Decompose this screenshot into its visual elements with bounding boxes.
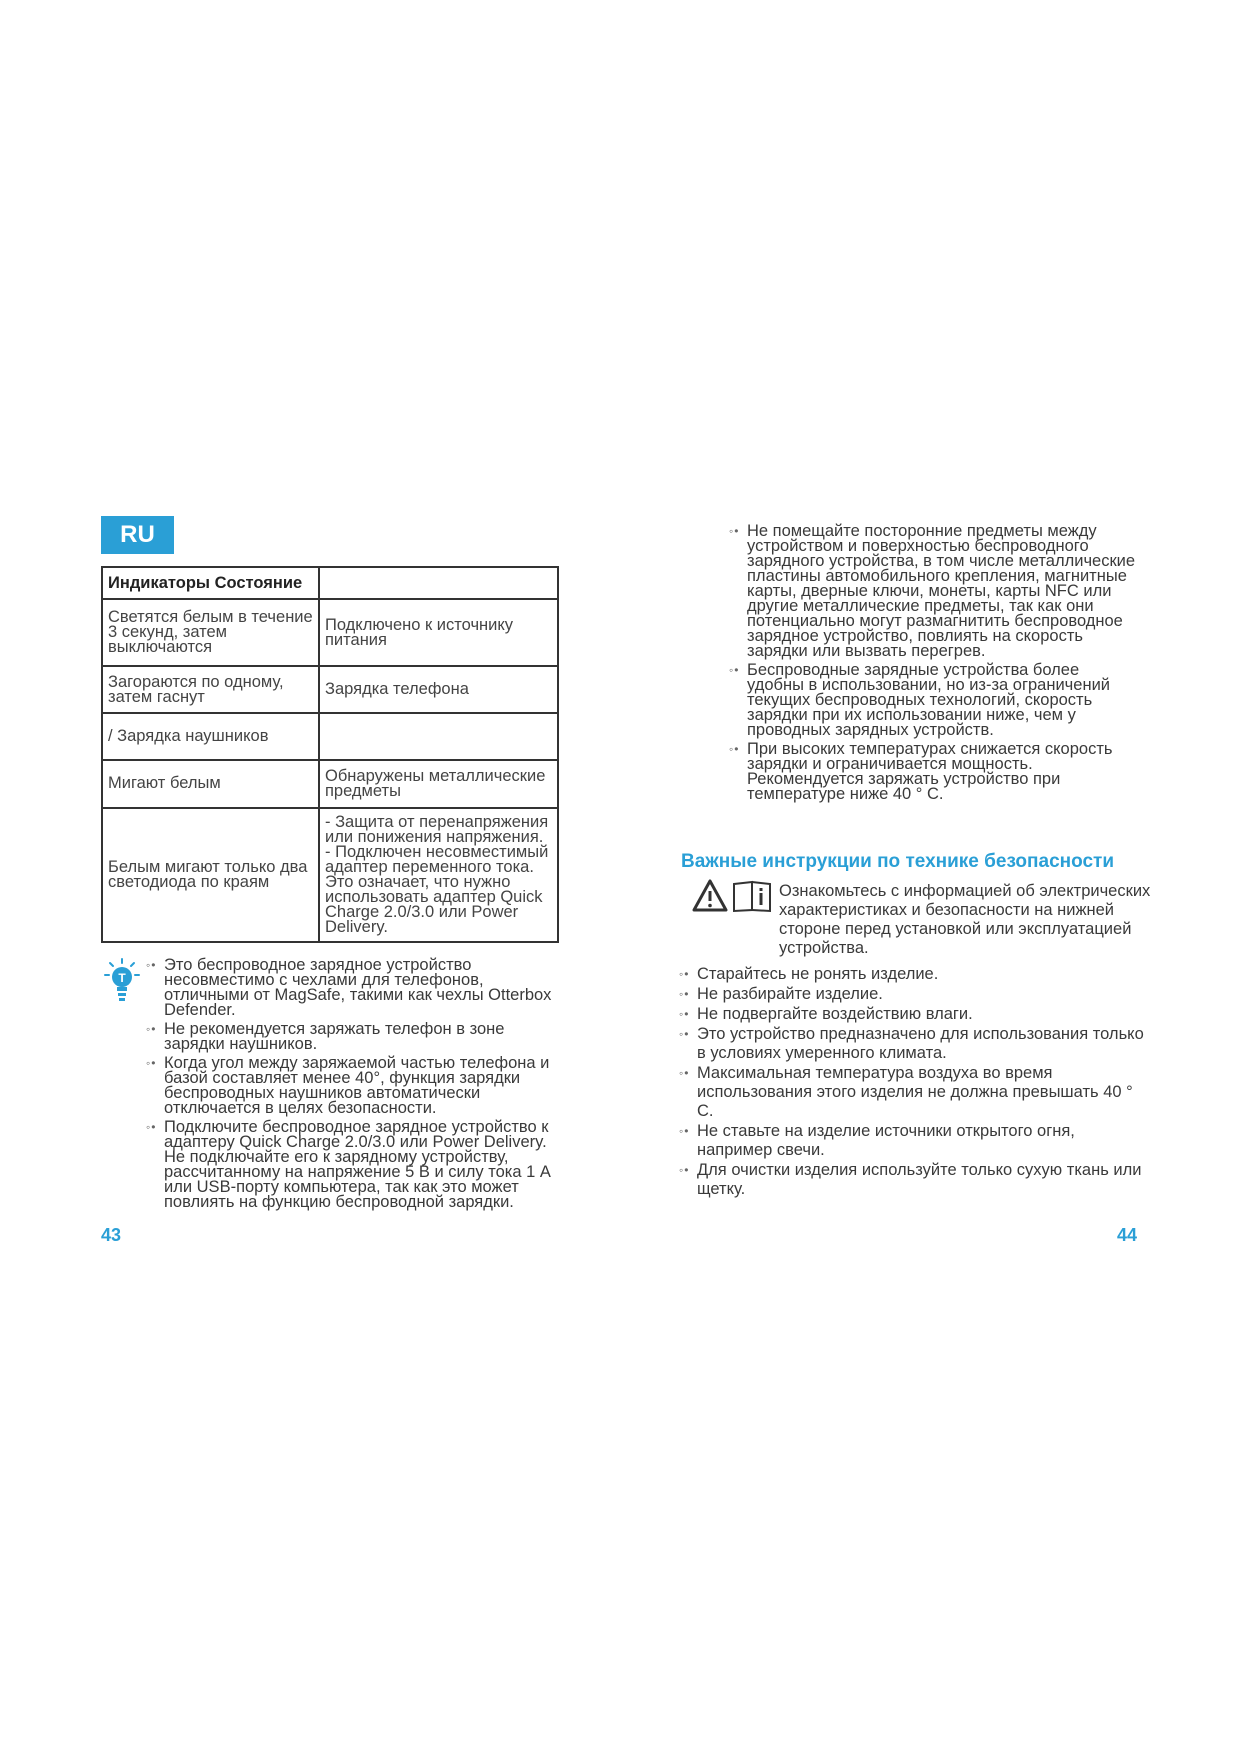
safety-item: ◦• Не подвергайте воздействию влаги. — [679, 1005, 1149, 1024]
table-header-row — [102, 567, 558, 599]
table-row — [102, 666, 558, 713]
table-row — [102, 760, 558, 809]
safety-item: ◦• Максимальная температура воздуха во время использования этого изделия не должна превышать 40 ° C. — [679, 1064, 1149, 1121]
safety-item: ◦• Это устройство предназначено для использования только в условиях умеренного климата. — [679, 1025, 1149, 1063]
indicator-cell: / Зарядка наушников — [102, 713, 319, 760]
indicator-cell: Мигают белым — [102, 760, 319, 809]
note-item: ◦• При высоких температурах снижается скорость зарядки и ограничивается мощность. Рекомендуется заряжать устройство при температуре ниже 40 ° C. — [729, 742, 1139, 802]
read-manual-icon — [734, 882, 770, 911]
wireless-notes-list — [729, 524, 1139, 806]
warning-manual-icons — [692, 878, 774, 914]
state-cell: Обнаружены металлические предметы — [319, 760, 558, 809]
safety-intro: Ознакомьтесь с информацией об электрических характеристиках и безопасности на нижней стороне перед установкой или эксплуатацией устройства. — [779, 882, 1151, 957]
safety-list — [679, 965, 1149, 1200]
table-header-cell — [319, 567, 558, 599]
state-cell — [319, 713, 558, 760]
tips-list — [146, 958, 566, 1214]
table-row — [102, 599, 558, 666]
table-row — [102, 808, 558, 942]
lightbulb-tip-icon — [104, 958, 140, 1004]
language-badge: RU — [101, 516, 174, 554]
page-number-right: 44 — [1117, 1225, 1138, 1245]
safety-item: ◦• Не ставьте на изделие источники открытого огня, например свечи. — [679, 1122, 1149, 1160]
warning-triangle-icon — [694, 881, 726, 910]
tip-item: ◦• Когда угол между заряжаемой частью телефона и базой составляет менее 40°, функция зарядки беспроводных наушников автоматически отключается в целях безопасности. — [146, 1056, 566, 1116]
state-cell: - Защита от перенапряжения или понижения напряжения. - Подключен несовместимый адаптер переменного тока. Это означает, что нужно использовать адаптер Quick Charge 2.0/3.0 или Power Delivery. — [319, 808, 558, 942]
indicator-cell: Белым мигают только два светодиода по краям — [102, 808, 319, 942]
safety-item: ◦• Старайтесь не ронять изделие. — [679, 965, 1149, 984]
safety-item: ◦• Для очистки изделия используйте только сухую ткань или щетку. — [679, 1161, 1149, 1199]
indicator-cell: Светятся белым в течение 3 секунд, затем выключаются — [102, 599, 319, 666]
tip-item: ◦• Не рекомендуется заряжать телефон в зоне зарядки наушников. — [146, 1022, 566, 1052]
note-item: ◦• Беспроводные зарядные устройства более удобны в использовании, но из-за ограничений текущих беспроводных технологий, скорость зарядки при их использовании ниже, чем у проводных зарядных устройств. — [729, 663, 1139, 738]
table-header-cell: Индикаторы Состояние — [102, 567, 319, 599]
table-row — [102, 713, 558, 760]
indicator-cell: Загораются по одному, затем гаснут — [102, 666, 319, 713]
svg-text:T: T — [118, 971, 126, 985]
note-item: ◦• Не помещайте посторонние предметы между устройством и поверхностью беспроводного зарядного устройства, в том числе металлические пластины автомобильного крепления, магнитные карты, дверные ключи, монеты, карты NFC или другие металлические предметы, так как они потенциально могут размагнитить беспроводное зарядное устройство, повлиять на скорость зарядки или вызвать перегрев. — [729, 524, 1139, 659]
state-cell: Подключено к источнику питания — [319, 599, 558, 666]
tip-item: ◦• Подключите беспроводное зарядное устройство к адаптеру Quick Charge 2.0/3.0 или Power Delivery. Не подключайте его к зарядному устройству, рассчитанному на напряжение 5 В и силу тока 1 А или USB-порту компьютера, так как это может повлиять на функцию беспроводной зарядки. — [146, 1120, 566, 1210]
tip-item: ◦• Это беспроводное зарядное устройство несовместимо с чехлами для телефонов, отличными от MagSafe, такими как чехлы Otterbox Defender. — [146, 958, 566, 1018]
safety-heading: Важные инструкции по технике безопасности — [681, 851, 1115, 872]
indicator-table — [101, 566, 559, 943]
safety-item: ◦• Не разбирайте изделие. — [679, 985, 1149, 1004]
page-number-left: 43 — [101, 1225, 122, 1245]
state-cell: Зарядка телефона — [319, 666, 558, 713]
